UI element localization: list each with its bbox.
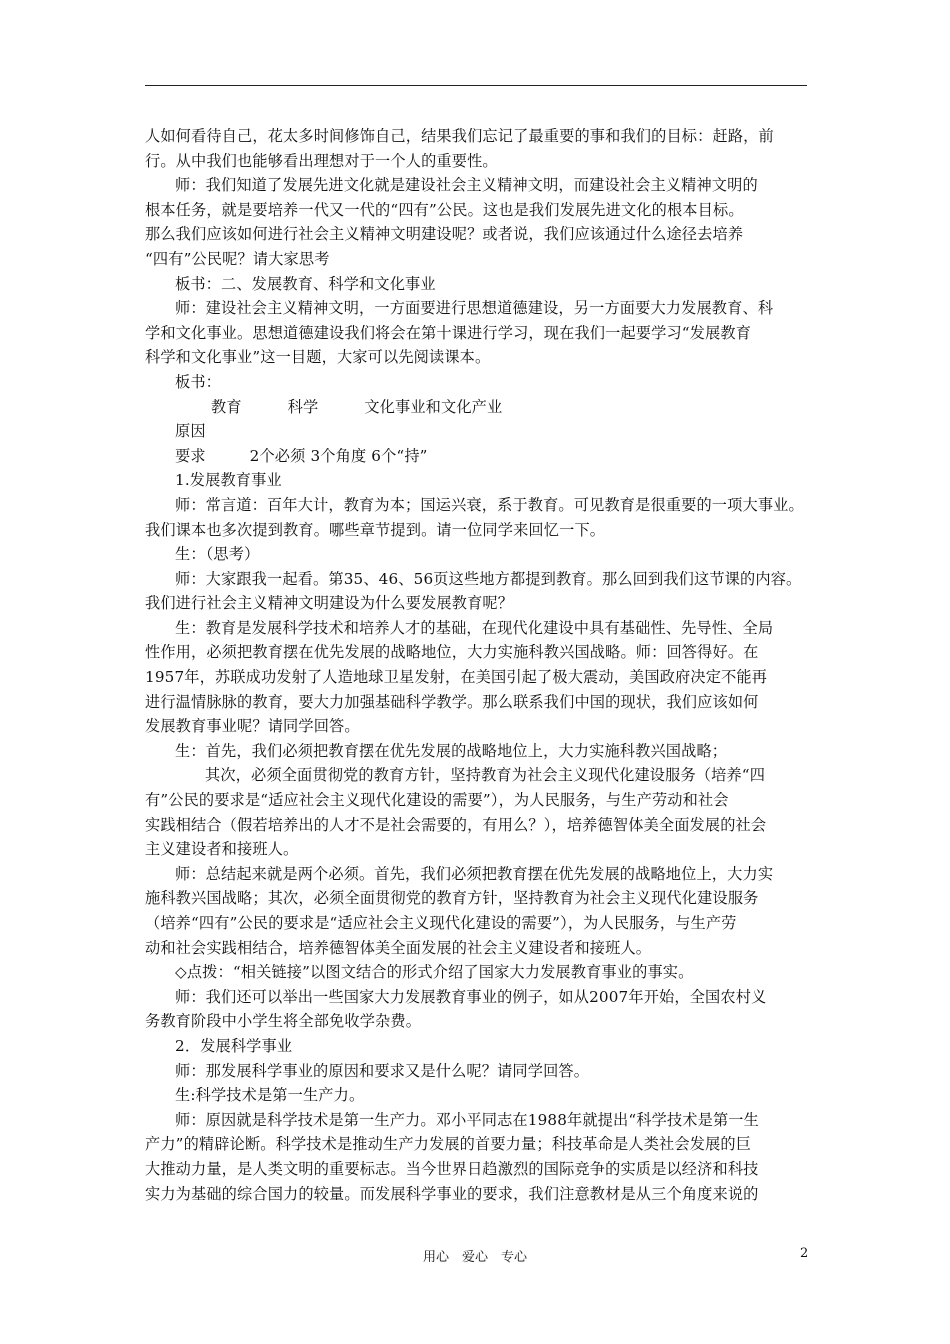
requirement-item: 3个角度 <box>310 446 367 465</box>
text-line: 板书：二、发展教育、科学和文化事业 <box>175 274 436 293</box>
text-line: 师：原因就是科学技术是第一生产力。邓小平同志在1988年就提出“科学技术是第一生 <box>175 1110 759 1129</box>
text-line: 师：那发展科学事业的原因和要求又是什么呢？请同学回答。 <box>175 1061 590 1080</box>
board-header-row <box>145 395 809 420</box>
text-line: 根本任务，就是要培养一代又一代的“四有”公民。这也是我们发展先进文化的根本目标。 <box>145 200 744 219</box>
text-line: 人如何看待自己，花太多时间修饰自己，结果我们忘记了最重要的事和我们的目标：赶路，前 <box>145 127 774 145</box>
text-line: 大推动力量，是人类文明的重要标志。当今世界日趋激烈的国际竞争的实质是以经济和科技 <box>145 1159 759 1178</box>
text-line: 产力”的精辟论断。科学技术是推动生产力发展的首要力量；科技革命是人类社会发展的巨 <box>145 1135 752 1154</box>
board-header-education: 教育 <box>211 397 242 416</box>
text-line: 师：建设社会主义精神文明，一方面要进行思想道德建设，另一方面要大力发展教育、科 <box>175 299 774 318</box>
text-line: 有”公民的要求是“适应社会主义现代化建设的需要”），为人民服务，与生产劳动和社会 <box>145 791 729 810</box>
text-line: （培养“四有”公民的要求是“适应社会主义现代化建设的需要”），为人民服务，与生产劳 <box>145 914 737 932</box>
page-footer <box>0 1246 950 1266</box>
text-line: 学和文化事业。思想道德建设我们将会在第十课进行学习，现在我们一起要学习“发展教育 <box>145 323 752 342</box>
document-body <box>145 124 809 1206</box>
page-number: 2 <box>800 1246 809 1261</box>
requirement-item: 6个“持” <box>371 446 428 465</box>
text-line: 务教育阶段中小学生将全部免收学杂费。 <box>145 1012 422 1031</box>
footer-motto: 用心 爱心 专心 <box>422 1250 527 1265</box>
section-heading: 2．发展科学事业 <box>175 1036 293 1055</box>
text-line: 发展教育事业呢？请同学回答。 <box>145 717 360 736</box>
text-line: 板书： <box>175 372 222 391</box>
text-line: 生：首先，我们必须把教育摆在优先发展的战略地位上，大力实施科教兴国战略； <box>175 741 728 760</box>
text-line: 我们进行社会主义精神文明建设为什么要发展教育呢？ <box>145 594 514 613</box>
text-line: 行。从中我们也能够看出理想对于一个人的重要性。 <box>145 151 498 170</box>
section-heading: 1.发展教育事业 <box>175 471 282 490</box>
requirements-label: 要求 <box>175 446 206 465</box>
tip-line: ◇点拨：“相关链接”以图文结合的形式介绍了国家大力发展教育事业的事实。 <box>175 963 694 982</box>
text-line: 生：（思考） <box>175 545 260 564</box>
text-line: 师：总结起来就是两个必须。首先，我们必须把教育摆在优先发展的战略地位上，大力实 <box>175 864 774 883</box>
text-line: “四有”公民呢？请大家思考 <box>145 249 330 268</box>
requirements-row <box>145 444 809 469</box>
text-line: 生:科学技术是第一生产力。 <box>175 1086 365 1105</box>
text-line: 动和社会实践相结合，培养德智体美全面发展的社会主义建设者和接班人。 <box>145 938 652 957</box>
text-line: 实践相结合（假若培养出的人才不是社会需要的，有用么？），培养德智体美全面发展的社会 <box>145 815 767 834</box>
requirement-item: 2个必须 <box>249 446 306 465</box>
header-rule <box>145 85 807 86</box>
text-line: 施科教兴国战略；其次，必须全面贯彻党的教育方针，坚持教育为社会主义现代化建设服务 <box>145 889 759 908</box>
text-line: 我们课本也多次提到教育。哪些章节提到。请一位同学来回忆一下。 <box>145 520 606 539</box>
text-line: 其次，必须全面贯彻党的教育方针，坚持教育为社会主义现代化建设服务（培养“四 <box>205 766 766 785</box>
text-line: 原因 <box>175 422 206 441</box>
text-line: 师：常言道：百年大计，教育为本；国运兴衰，系于教育。可见教育是很重要的一项大事业。 <box>175 495 804 514</box>
text-line: 生：教育是发展科学技术和培养人才的基础，在现代化建设中具有基础性、先导性、全局 <box>175 618 774 637</box>
text-line: 那么我们应该如何进行社会主义精神文明建设呢？或者说，我们应该通过什么途径去培养 <box>145 225 744 244</box>
board-header-science: 科学 <box>287 397 319 416</box>
text-line: 进行温情脉脉的教育，要大力加强基础科学教学。那么联系我们中国的现状，我们应该如何 <box>145 692 759 711</box>
text-line: 师：我们知道了发展先进文化就是建设社会主义精神文明，而建设社会主义精神文明的 <box>175 176 758 195</box>
text-line: 实力为基础的综合国力的较量。而发展科学事业的要求，我们注意教材是从三个角度来说的 <box>145 1184 759 1203</box>
text-line: 主义建设者和接班人。 <box>145 840 299 859</box>
text-line: 师：我们还可以举出一些国家大力发展教育事业的例子，如从2007年开始，全国农村义 <box>175 987 767 1006</box>
text-line: 科学和文化事业”这一目题，大家可以先阅读课本。 <box>145 348 491 367</box>
text-line: 性作用，必须把教育摆在优先发展的战略地位，大力实施科教兴国战略。师：回答得好。在 <box>145 643 759 662</box>
board-header-culture: 文化事业和文化产业 <box>364 397 503 416</box>
text-line: 1957年，苏联成功发射了人造地球卫星发射，在美国引起了极大震动，美国政府决定不能再 <box>145 668 768 687</box>
text-line: 师：大家跟我一起看。第35、46、56页这些地方都提到教育。那么回到我们这节课的内容。 <box>175 569 802 588</box>
